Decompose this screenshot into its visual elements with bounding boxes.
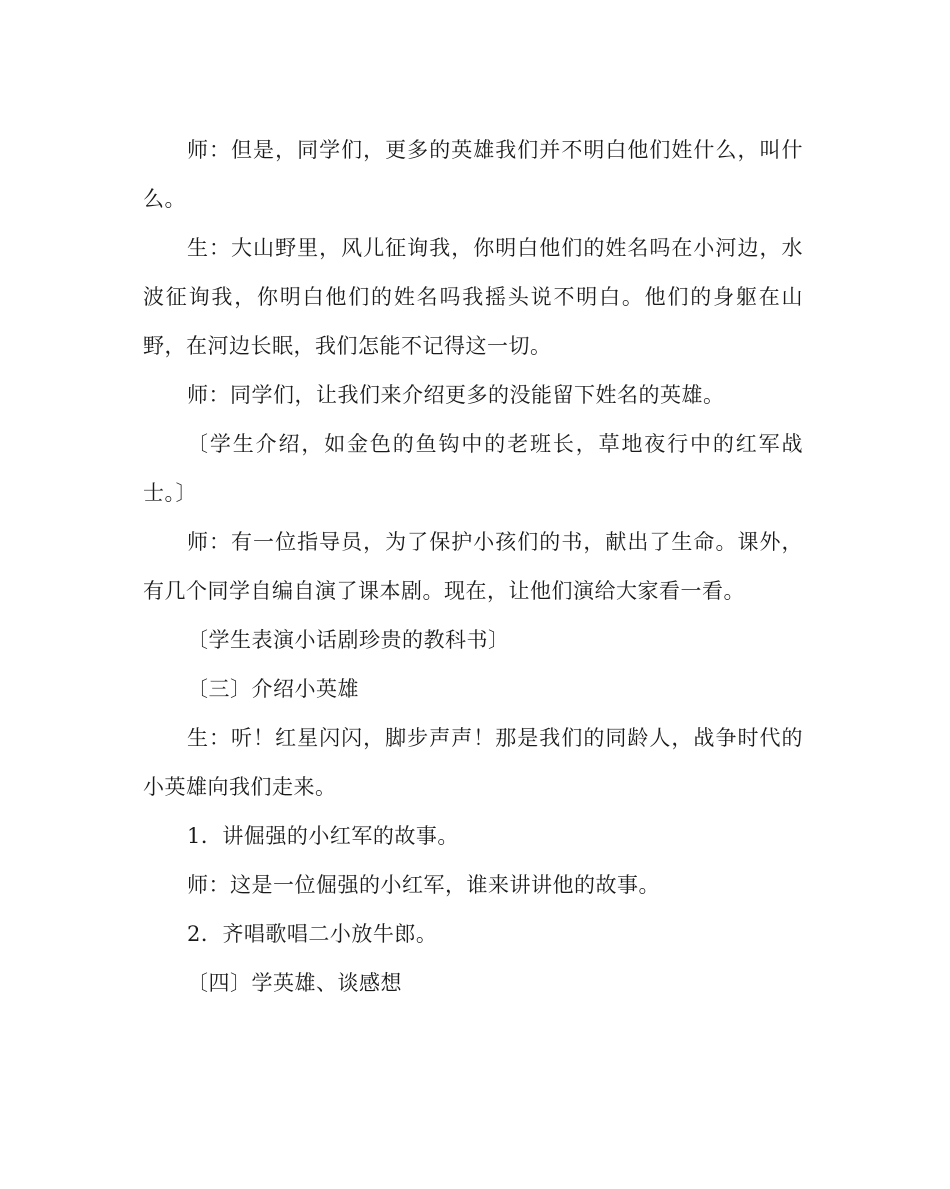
- section-heading-4: 〔四〕学英雄、谈感想: [187, 971, 402, 995]
- paragraph-5: 师：有一位指导员，为了保护小孩们的书，献出了生命。课外，有几个同学自编自演了课本剧。现在，让他们演给大家看一看。: [143, 530, 803, 603]
- paragraph-4: 〔学生介绍，如金色的鱼钩中的老班长，草地夜行中的红军战士。〕: [143, 432, 803, 505]
- paragraph-2: 生：大山野里，风儿征询我，你明白他们的姓名吗在小河边，水波征询我，你明白他们的姓名吗我摇头说不明白。他们的身躯在山野，在河边长眠，我们怎能不记得这一切。: [143, 236, 803, 358]
- paragraph-1: 师：但是，同学们，更多的英雄我们并不明白他们姓什么，叫什么。: [143, 138, 803, 211]
- paragraph-10: 师：这是一位倔强的小红军，谁来讲讲他的故事。: [187, 873, 660, 897]
- paragraph-8: 生：听！红星闪闪，脚步声声！那是我们的同龄人，战争时代的小英雄向我们走来。: [143, 726, 803, 799]
- list-item-1: 1．讲倔强的小红军的故事。: [187, 824, 459, 848]
- section-heading-3: 〔三〕介绍小英雄: [187, 677, 359, 701]
- paragraph-6: 〔学生表演小话剧珍贵的教科书〕: [187, 628, 510, 652]
- document-body: [143, 126, 803, 1008]
- paragraph-3: 师：同学们，让我们来介绍更多的没能留下姓名的英雄。: [187, 383, 725, 407]
- list-item-2: 2．齐唱歌唱二小放牛郎。: [187, 922, 438, 946]
